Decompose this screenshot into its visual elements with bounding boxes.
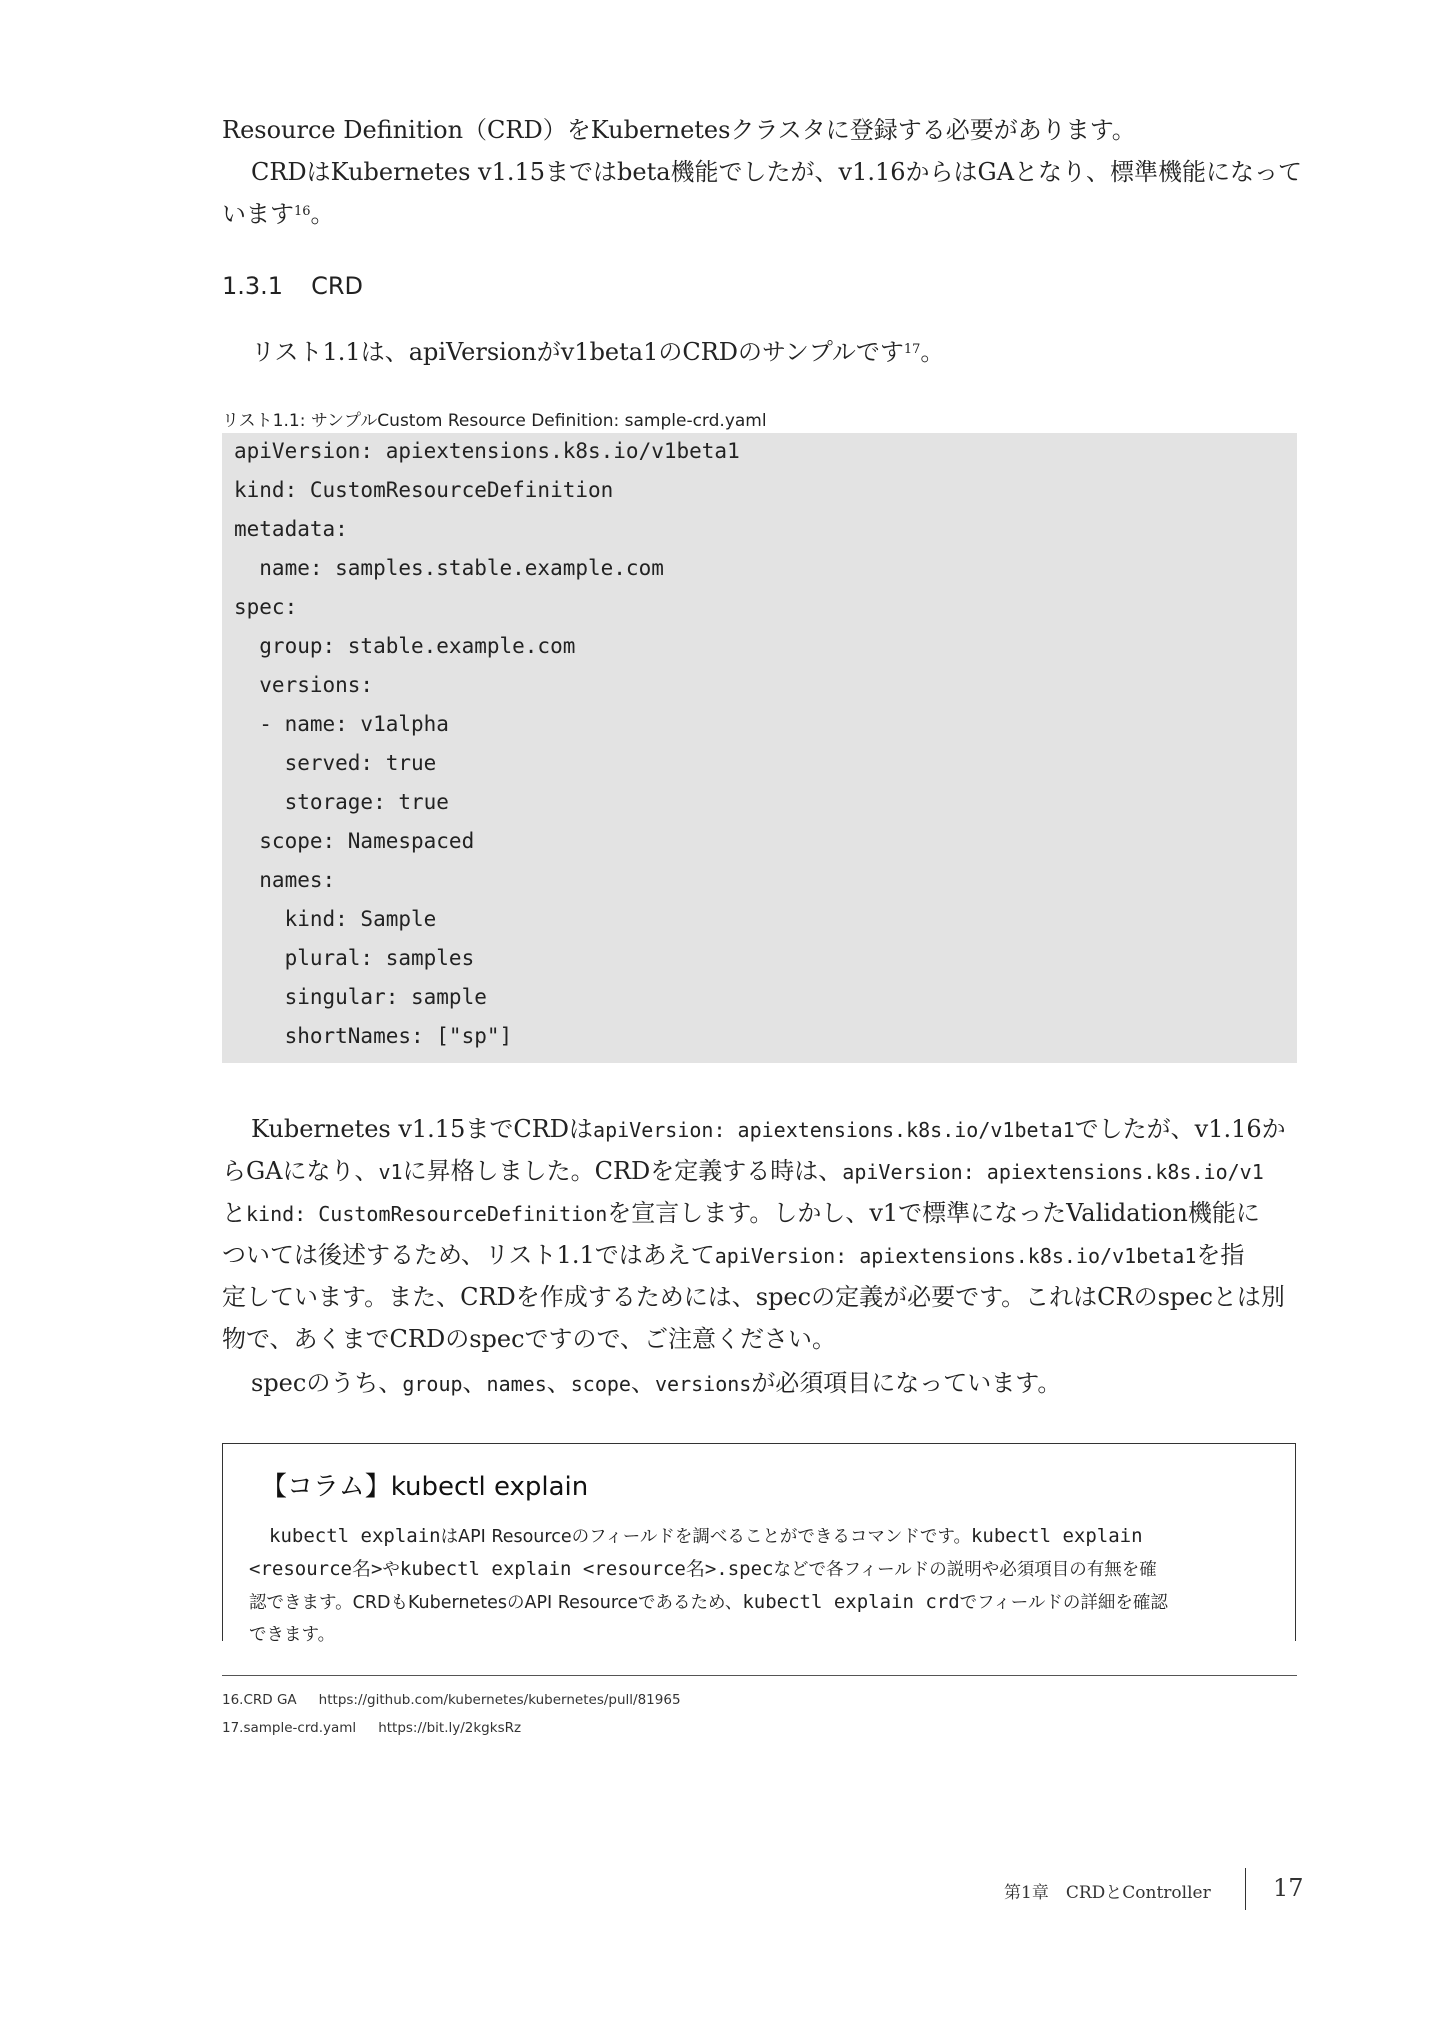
footnote-label: 17.sample-crd.yaml: [222, 1720, 357, 1736]
code-line: name: samples.stable.example.com: [234, 556, 664, 580]
footnote-link[interactable]: https://bit.ly/2kgksRz: [378, 1720, 522, 1736]
column-line-4: できます。: [249, 1625, 336, 1645]
body-text: specのうち、: [251, 1369, 403, 1397]
listing-intro-text: リスト1.1は、apiVersionがv1beta1のCRDのサンプルです: [251, 338, 904, 366]
body-text: と: [222, 1199, 246, 1227]
listing-intro-end: 。: [920, 338, 945, 366]
inline-code: v1: [378, 1160, 403, 1184]
column-text: などで各フィールドの説明や必須項目の有無を確: [773, 1560, 1157, 1580]
footnote-16: [222, 1692, 681, 1708]
body-text: でしたが、v1.16か: [1074, 1115, 1286, 1143]
footnote-divider: [222, 1675, 1297, 1676]
body-line-6: 物で、あくまでCRDのspecですので、ご注意ください。: [222, 1325, 837, 1353]
code-block: [222, 433, 1297, 1063]
inline-code: group: [402, 1372, 463, 1396]
inline-code: apiVersion: apiextensions.k8s.io/v1beta1: [714, 1244, 1197, 1268]
code-line: plural: samples: [234, 946, 475, 970]
code-line: apiVersion: apiextensions.k8s.io/v1beta1: [234, 439, 740, 463]
body-text: 、: [462, 1369, 487, 1397]
intro-line-1: Resource Definition（CRD）をKubernetesクラスタに登録する必要があります。: [222, 116, 1136, 144]
intro-line-3: [222, 193, 335, 235]
code-line: kind: Sample: [234, 907, 437, 931]
body-text: ついては後述するため、リスト1.1ではあえて: [222, 1241, 715, 1269]
body-text: に昇格しました。CRDを定義する時は、: [402, 1157, 843, 1185]
code-line: kind: CustomResourceDefinition: [234, 478, 614, 502]
section-title: CRD: [311, 272, 363, 300]
intro-line-3-text: います: [222, 200, 294, 228]
column-line-1: [249, 1520, 1279, 1553]
code-line: names:: [234, 868, 336, 892]
inline-code: kubectl explain crd: [742, 1591, 960, 1613]
inline-code: versions: [654, 1372, 752, 1396]
body-text: を指: [1196, 1241, 1245, 1269]
body-text: 、: [546, 1369, 571, 1397]
inline-code: kubectl explain: [269, 1525, 441, 1547]
section-heading: [222, 272, 363, 300]
inline-code: kind: CustomResourceDefinition: [246, 1202, 608, 1226]
listing-caption: リスト1.1: サンプルCustom Resource Definition: sample-crd.yaml: [222, 411, 767, 431]
inline-code: kubectl explain: [970, 1525, 1143, 1547]
body-text: 、: [630, 1369, 655, 1397]
footnote-17: [222, 1720, 521, 1736]
listing-intro: [251, 331, 944, 373]
body-text: を宣言します。しかし、v1で標準になったValidation機能に: [607, 1199, 1260, 1227]
body-line-1: [251, 1108, 1286, 1151]
body-line-2: [222, 1150, 1264, 1193]
body-line-4: [222, 1234, 1244, 1277]
code-line: spec:: [234, 595, 298, 619]
body-text: が必須項目になっています。: [751, 1369, 1062, 1397]
footnote-ref-16[interactable]: 16: [294, 204, 311, 219]
body-line-5: 定しています。また、CRDを作成するためには、specの定義が必要です。これはCRのspecとは別: [222, 1283, 1285, 1311]
column-text: や: [382, 1560, 400, 1580]
column-box: [222, 1443, 1296, 1645]
code-line: group: stable.example.com: [234, 634, 576, 658]
code-line: storage: true: [234, 790, 449, 814]
footer-divider: [1245, 1868, 1246, 1910]
body-line-3: [222, 1192, 1260, 1235]
running-footer-chapter: 第1章 CRDとController: [1004, 1883, 1211, 1903]
code-line: served: true: [234, 751, 437, 775]
code-line: metadata:: [234, 517, 348, 541]
body-text: らGAになり、: [222, 1157, 379, 1185]
code-line: scope: Namespaced: [234, 829, 475, 853]
column-line-3: [249, 1586, 1279, 1619]
column-text: はAPI Resourceのフィールドを調べることができるコマンドです。: [440, 1527, 971, 1547]
code-line: singular: sample: [234, 985, 487, 1009]
intro-line-2: CRDはKubernetes v1.15まではbeta機能でしたが、v1.16からはGAとなり、標準機能になって: [251, 158, 1303, 186]
body-line-7: [251, 1362, 1061, 1405]
inline-code: kubectl explain <resource名>.spec: [399, 1558, 774, 1580]
inline-code: scope: [570, 1372, 631, 1396]
code-line: versions:: [234, 673, 374, 697]
footnote-ref-17[interactable]: 17: [903, 342, 921, 357]
intro-line-3-end: 。: [310, 200, 335, 228]
code-line: shortNames: ["sp"]: [234, 1024, 513, 1048]
body-text: Kubernetes v1.15までCRDは: [251, 1115, 594, 1143]
footnote-link[interactable]: https://github.com/kubernetes/kubernetes/pull/81965: [318, 1692, 681, 1708]
page-number: 17: [1273, 1874, 1304, 1902]
inline-code: apiVersion: apiextensions.k8s.io/v1beta1: [593, 1118, 1075, 1142]
inline-code: <resource名>: [249, 1558, 383, 1580]
column-line-2: [249, 1553, 1279, 1586]
column-body: [249, 1520, 1279, 1651]
section-number: 1.3.1: [222, 272, 284, 300]
column-text: でフィールドの詳細を確認: [959, 1593, 1168, 1613]
footnote-label: 16.CRD GA: [222, 1692, 297, 1708]
code-line: - name: v1alpha: [234, 712, 449, 736]
inline-code: names: [486, 1372, 547, 1396]
column-text: 認できます。CRDもKubernetesのAPI Resourceであるため、: [249, 1593, 743, 1613]
inline-code: apiVersion: apiextensions.k8s.io/v1: [842, 1160, 1264, 1184]
column-title: 【コラム】kubectl explain: [261, 1472, 589, 1502]
